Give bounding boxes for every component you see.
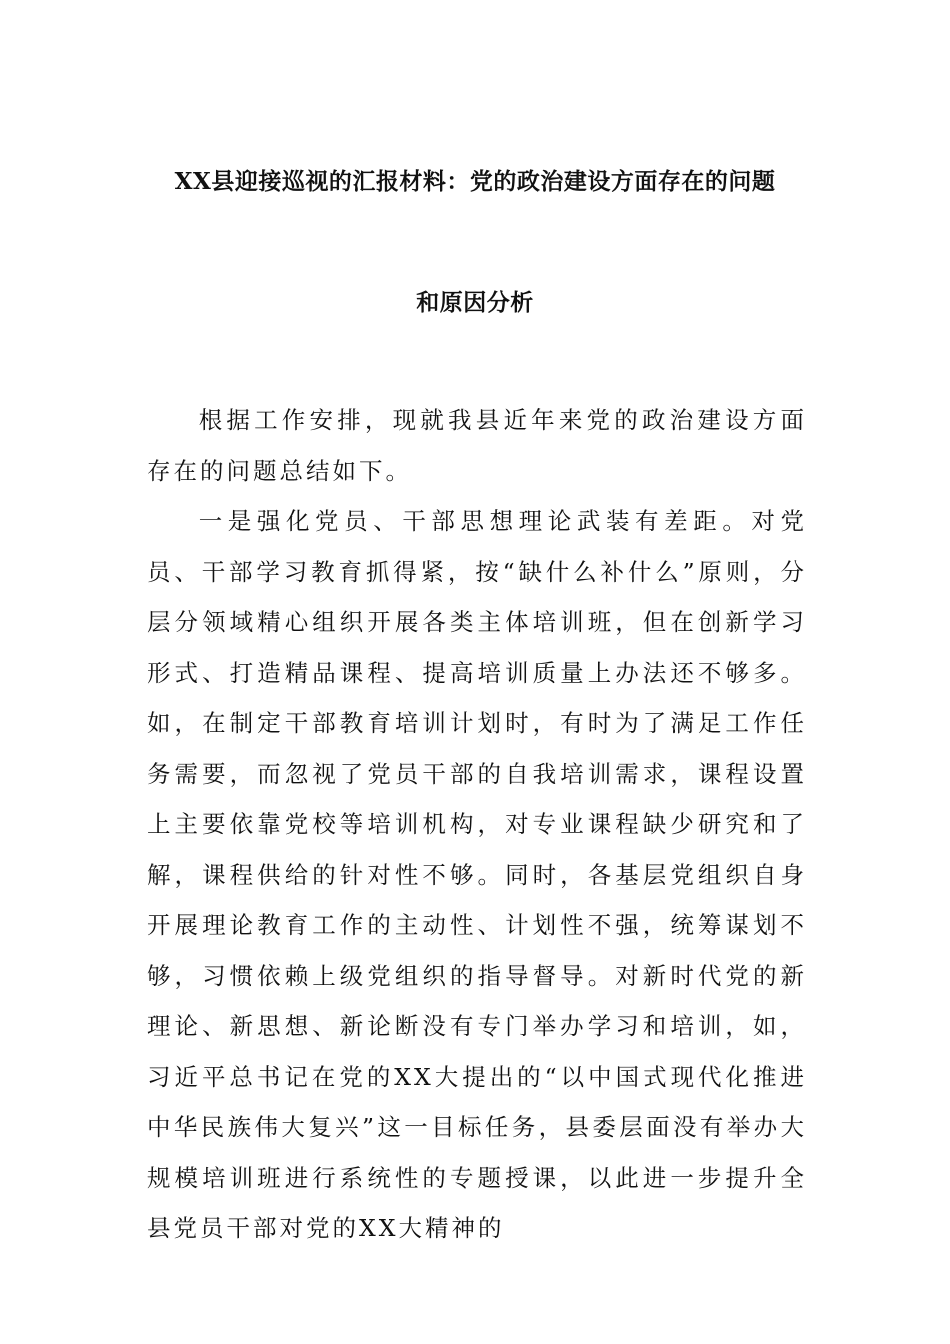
paragraph-point-one: 一是强化党员、干部思想理论武装有差距。对党员、干部学习教育抓得紧，按“缺什么补什么”原则，分层分领域精心组织开展各类主体培训班，但在创新学习形式、打造精品课程、提高培训质量上办法还不够多。如，在制定干部教育培训计划时，有时为了满足工作任务需要，而忽视了党员干部的自我培训需求，课程设置上主要依靠党校等培训机构，对专业课程缺少研究和了解，课程供给的针对性不够。同时，各基层党组织自身开展理论教育工作的主动性、计划性不强，统筹谋划不够，习惯依赖上级党组织的指导督导。对新时代党的新理论、新思想、新论断没有专门举办学习和培训，如，习近平总书记在党的XX大提出的“以中国式现代化推进中华民族伟大复兴”这一目标任务，县委层面没有举办大规模培训班进行系统性的专题授课，以此进一步提升全县党员干部对党的XX大精神的 <box>147 507 807 1242</box>
paragraph-intro: 根据工作安排，现就我县近年来党的政治建设方面存在的问题总结如下。 <box>147 406 807 485</box>
document-title-line-1: XX县迎接巡视的汇报材料：党的政治建设方面存在的问题 <box>174 168 776 195</box>
document-body <box>147 395 807 1254</box>
document-title-line-2: 和原因分析 <box>416 289 534 316</box>
